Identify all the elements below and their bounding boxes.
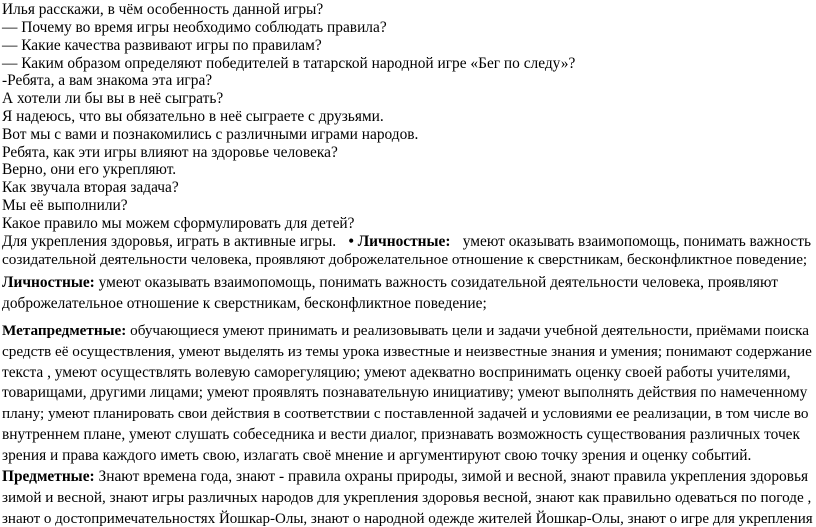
predmetnye-line: знают о достопримечательностях Йошкар-Олы, знают о народной одежде жителей Йошкар-Олы, знают о игре для укрепления xyxy=(2,510,813,527)
metapredmetnye-line: товарищами, другими лицами; умеют проявлять познавательную инициативу; умеют выполнять действия по намеченному xyxy=(2,384,808,402)
lichnostnye-line: доброжелательное отношение к сверстникам, бесконфликтное поведение; xyxy=(2,294,487,312)
question-line: Мы её выполнили? xyxy=(2,197,128,214)
question-line: Илья расскажи, в чём особенность данной игры? xyxy=(2,1,324,18)
metapredmetnye-line: текста , умеют осуществлять волевую саморегуляцию; умеют адекватно воспринимать оценку своей работы учителями, xyxy=(2,363,791,381)
rule-line xyxy=(2,232,811,252)
lichnostnye-line xyxy=(2,273,812,294)
question-line: — Какие качества развивают игры по правилам? xyxy=(2,37,322,54)
question-line: А хотели ли бы вы в неё сыграть? xyxy=(2,90,224,107)
lichnostnye-text: умеют оказывать взаимопомощь, понимать важность созидательной деятельности человека, проявляют xyxy=(98,274,779,291)
question-line: Как звучала вторая задача? xyxy=(2,179,179,196)
question-line: — Почему во время игры необходимо соблюдать правила? xyxy=(2,19,387,36)
question-line: Ребята, как эти игры влияют на здоровье человека? xyxy=(2,144,338,161)
predmetnye-line xyxy=(2,467,812,488)
rule-bullet-block xyxy=(348,232,450,252)
predmetnye-line: зимой и весной, знают игры различных народов для укрепления здоровья весной, знают как правильно одеваться по погоде , xyxy=(2,488,812,506)
lichnostnye-label: Личностные: xyxy=(2,274,95,291)
bullet-icon: • xyxy=(348,233,354,250)
question-line: -Ребята, а вам знакома эта игра? xyxy=(2,72,213,89)
metapredmetnye-line: плану; умеют планировать свои действия в соответствии с поставленной задачей и условиями ее реализации, в том числе во xyxy=(2,405,809,423)
question-line: — Каким образом определяют победителей в татарской народной игре «Бег по следу»? xyxy=(2,55,576,72)
metapredmetnye-line xyxy=(2,321,812,342)
metapredmetnye-text: обучающиеся умеют принимать и реализовывать цели и задачи учебной деятельности, приёмами поиска xyxy=(130,322,810,339)
metapredmetnye-paragraph xyxy=(2,321,812,467)
predmetnye-text: Знают времена года, знают - правила охраны природы, зимой и весной, знают правила укрепления здоровья xyxy=(98,468,809,485)
rule-text: Для укрепления здоровья, играть в активные игры. xyxy=(2,233,337,250)
statement-line: Вот мы с вами и познакомились с различными играми народов. xyxy=(2,126,419,143)
question-line: Какое правило мы можем сформулировать для детей? xyxy=(2,215,355,232)
metapredmetnye-line: зрения и права каждого иметь свою, излагать своё мнение и аргументируют свою точку зрения и оценку событий. xyxy=(2,446,752,464)
metapredmetnye-line: внутреннем плане, умеют слушать собеседника и вести диалог, признавать возможность существования различных точек xyxy=(2,425,800,443)
rule-label: Личностные: xyxy=(357,233,451,250)
metapredmetnye-label: Метапредметные: xyxy=(2,322,127,339)
lichnostnye-paragraph xyxy=(2,273,812,315)
rule-rest: умеют оказывать взаимопомощь, понимать важность xyxy=(462,233,811,250)
statement-line: Я надеюсь, что вы обязательно в неё сыграете с друзьями. xyxy=(2,108,384,125)
metapredmetnye-line: средств её осуществления, умеют выделять из темы урока известные и неизвестные знания и умения; понимают содержание xyxy=(2,342,812,360)
predmetnye-paragraph xyxy=(2,467,812,527)
predmetnye-label: Предметные: xyxy=(2,468,95,485)
statement-line: Верно, они его укрепляют. xyxy=(2,161,177,178)
rule-line-continued: созидательной деятельности человека, проявляют доброжелательное отношение к сверстникам, бесконфликтное поведение; xyxy=(2,251,808,268)
